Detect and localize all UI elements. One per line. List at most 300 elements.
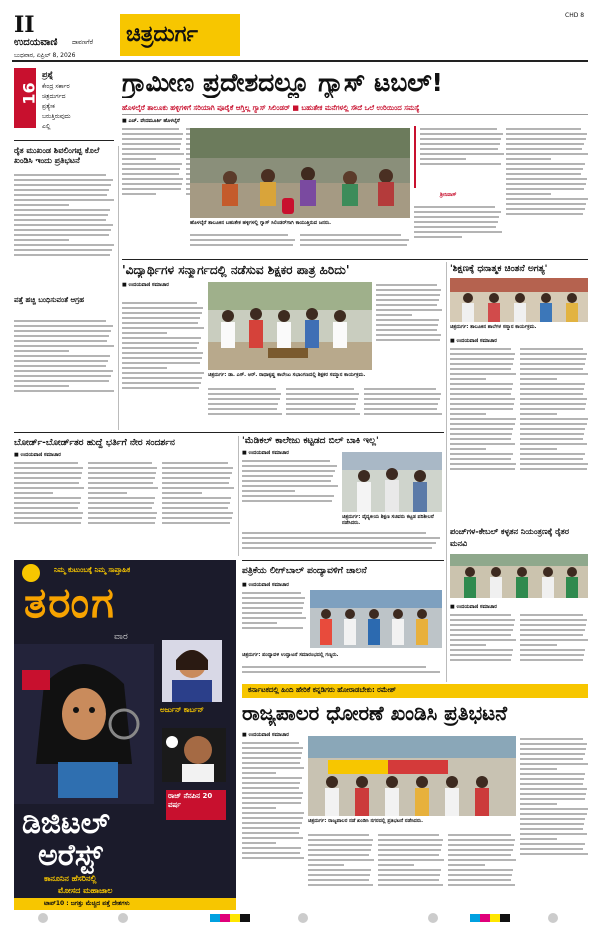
page-code: CHD 8	[565, 12, 585, 19]
text-line	[376, 309, 442, 311]
text-line	[122, 128, 179, 130]
quality-photo	[450, 278, 588, 322]
text-line	[14, 497, 81, 499]
text-line	[242, 490, 295, 492]
text-line	[448, 849, 513, 851]
text-line	[242, 495, 334, 497]
text-line	[520, 619, 587, 621]
text-line	[162, 502, 230, 504]
teachers-photo	[208, 282, 372, 370]
text-line	[122, 382, 201, 384]
text-line	[520, 443, 587, 445]
text-line	[414, 236, 462, 238]
text-line	[14, 254, 110, 256]
text-line	[448, 884, 515, 886]
lead-text-col-5	[414, 204, 502, 256]
text-line	[520, 753, 585, 755]
text-line	[448, 844, 514, 846]
text-line	[520, 763, 588, 765]
text-line	[364, 388, 436, 390]
text-line	[506, 183, 586, 185]
governor-kicker: ಕರ್ನಾಟಕದಲ್ಲಿ ಹಿಂದಿ ಹೇರಿಕೆ ಕನ್ನಡಿಗರು ಹೋರಾಡಬೇಕು: ರಮೇಶ್	[248, 686, 396, 694]
section-rule-2	[14, 432, 444, 433]
text-line	[88, 512, 157, 514]
text-line	[14, 345, 114, 347]
text-line	[414, 206, 495, 208]
section-title-box	[120, 14, 240, 56]
text-line	[162, 492, 202, 494]
text-line	[420, 143, 500, 145]
ad-hero-sub1: ಕಾನೂನಿನ ಹೆಸರಿನಲ್ಲಿ	[44, 874, 97, 883]
governor-headline: ರಾಜ್ಯಪಾಲರ ಧೋರಣೆ ಖಂಡಿಸಿ ಪ್ರತಿಭಟನೆ	[242, 701, 508, 725]
lead-strap: ಹೊಳಲ್ಕೆರೆ ತಾಲೂಕು ಹಳ್ಳಿಗಳಿಗೆ ಸರಿಯಾಗಿ ಪೂರೈಕೆ ಆಗ್ತಿಲ್ಲ ಗ್ಯಾಸ್ ಸಿಲಿಂಡರ್ ■ ಬಹುತೇಕ ಮನೆಗಳಲ್ಲಿ ಸೌದೆ ಒಲೆ ಉರಿಯಿಂದ ಸಮಸ್ಯೆ	[122, 104, 420, 112]
quality-text-col-2	[520, 346, 588, 524]
text-line	[14, 502, 80, 504]
text-line	[520, 838, 557, 840]
text-line	[122, 193, 156, 195]
text-line	[242, 812, 304, 814]
text-line	[520, 843, 585, 845]
text-line	[14, 194, 107, 196]
text-line	[242, 777, 302, 779]
text-line	[88, 507, 152, 509]
text-line	[450, 403, 514, 405]
text-line	[242, 802, 301, 804]
text-line	[450, 398, 515, 400]
text-line	[14, 512, 83, 514]
text-line	[122, 387, 199, 389]
text-line	[286, 403, 356, 405]
text-line	[14, 482, 79, 484]
text-line	[122, 153, 184, 155]
text-line	[242, 742, 299, 744]
text-line	[190, 244, 293, 246]
text-line	[242, 542, 436, 544]
ad-hacker-illustration	[14, 644, 154, 804]
text-line	[506, 198, 588, 200]
text-line	[14, 244, 114, 246]
text-line	[14, 360, 108, 362]
taranga-ad[interactable]	[14, 560, 236, 910]
text-line	[506, 153, 588, 155]
cmyk-strip	[210, 914, 250, 922]
text-line	[162, 517, 232, 519]
panchayat-byline: ■ ಉದಯವಾಣಿ ಸಮಾಚಾರ	[450, 604, 497, 610]
text-line	[122, 362, 200, 364]
text-line	[506, 193, 551, 195]
panchayat-text-col-2	[520, 612, 588, 682]
text-line	[520, 413, 557, 415]
medical-headline: 'ಮೆಡಿಕಲ್ ಕಾಲೇಜು ಕಟ್ಟಡದ ಬಿಲ್ ಬಾಕಿ ಇಲ್ಲ'	[242, 436, 379, 446]
text-line	[506, 178, 587, 180]
text-line	[14, 249, 112, 251]
text-line	[14, 239, 69, 241]
text-line	[376, 339, 440, 341]
text-line	[520, 659, 583, 661]
lead-quote-text	[420, 126, 504, 182]
text-line	[450, 408, 513, 410]
masthead-logo: ಉದಯವಾಣಿ	[14, 37, 58, 48]
text-line	[242, 500, 332, 502]
text-line	[122, 143, 181, 145]
text-line	[520, 848, 583, 850]
ad-hero-sub2: ಮೋಸದ ಮಹಾಜಾಲ	[58, 886, 113, 895]
text-line	[242, 671, 440, 673]
text-line	[122, 183, 182, 185]
text-line	[448, 879, 511, 881]
volleyball-photo-caption: ಚಿತ್ರದುರ್ಗ: ಪಂದ್ಯಾವಳಿ ಉದ್ಘಾಟನೆ ಸಮಾರಂಭದಲ್ಲಿ ಗಣ್ಯರು.	[242, 652, 339, 658]
text-line	[308, 859, 374, 861]
governor-text-col-5	[520, 736, 588, 910]
text-line	[300, 239, 409, 241]
text-line	[14, 204, 69, 206]
text-line	[88, 487, 158, 489]
text-line	[450, 353, 515, 355]
page-mark: II	[14, 12, 35, 38]
text-line	[308, 839, 373, 841]
promo-item: ಎಲ್ಲಿ	[42, 123, 51, 130]
text-line	[308, 849, 371, 851]
promo-number: 16	[19, 82, 39, 105]
text-line	[414, 216, 499, 218]
text-line	[14, 184, 111, 186]
teachers-byline: ■ ಉದಯವಾಣಿ ಸಮಾಚಾರ	[122, 282, 169, 288]
lead-text-col-1	[122, 126, 184, 226]
medical-text-col-1	[242, 458, 338, 522]
text-line	[520, 853, 588, 855]
text-line	[242, 807, 276, 809]
text-line	[242, 465, 337, 467]
text-line	[520, 358, 586, 360]
text-line	[242, 787, 299, 789]
text-line	[308, 879, 369, 881]
text-line	[520, 408, 585, 410]
text-line	[520, 743, 587, 745]
promo-item: ಬರುತ್ತಿರುವುದು	[42, 113, 71, 120]
ad-person1: ಅರ್ಜುನ್ ಕಾರ್ಬನ್	[160, 706, 204, 714]
text-line	[162, 477, 230, 479]
issue-date: ಬುಧವಾರ, ಏಪ್ರಿಲ್ 8, 2026	[14, 52, 76, 59]
text-line	[520, 773, 585, 775]
text-line	[88, 472, 156, 474]
text-line	[450, 413, 486, 415]
text-line	[450, 448, 486, 450]
text-line	[242, 762, 300, 764]
governor-photo-caption: ಚಿತ್ರದುರ್ಗ: ರಾಜ್ಯಪಾಲರ ನಡೆ ಖಂಡಿಸಿ ನಗರದಲ್ಲಿ ಪ್ರತಿಭಟನೆ ನಡೆಸಿದರು.	[308, 818, 423, 824]
governor-kicker-box	[242, 684, 588, 698]
ad-hero-line1: ಡಿಜಿಟಲ್	[22, 806, 110, 841]
text-line	[208, 398, 280, 400]
text-line	[242, 827, 300, 829]
text-line	[242, 617, 306, 619]
text-line	[242, 767, 304, 769]
text-line	[450, 423, 515, 425]
text-line	[308, 854, 369, 856]
text-line	[308, 869, 371, 871]
text-line	[450, 393, 511, 395]
text-line	[450, 438, 511, 440]
text-line	[308, 884, 373, 886]
text-line	[122, 367, 167, 369]
quality-text-col-1	[450, 346, 516, 524]
text-line	[242, 822, 302, 824]
pulses-byline: ■ ಉದಯವಾಣಿ ಸಮಾಚಾರ	[14, 452, 61, 458]
text-line	[520, 833, 587, 835]
text-line	[286, 393, 359, 395]
text-line	[242, 782, 300, 784]
text-line	[378, 859, 444, 861]
text-line	[448, 839, 515, 841]
text-line	[122, 158, 156, 160]
panchayat-headline: ಪಂಚ್‌ಗಳ-ಕೇಬಲ್ ಕಳ್ಳತನ ನಿಯಂತ್ರಣಕ್ಕೆ ರೈತರ ಮನವಿ	[450, 527, 569, 548]
text-line	[122, 163, 182, 165]
text-line	[286, 413, 360, 415]
volleyball-text-col-2	[242, 664, 442, 682]
text-line	[506, 143, 584, 145]
text-line	[520, 423, 587, 425]
text-line	[14, 174, 106, 176]
text-line	[520, 438, 583, 440]
text-line	[14, 487, 84, 489]
text-line	[14, 234, 109, 236]
text-line	[242, 627, 303, 629]
text-line	[376, 299, 439, 301]
text-line	[506, 213, 583, 215]
text-line	[378, 834, 439, 836]
text-line	[520, 788, 587, 790]
registration-mark	[118, 913, 128, 923]
text-line	[376, 304, 437, 306]
panchayat-text-col-1	[450, 612, 516, 682]
text-line	[520, 629, 585, 631]
text-line	[450, 624, 514, 626]
text-line	[520, 758, 583, 760]
text-line	[364, 398, 440, 400]
text-line	[242, 757, 301, 759]
text-line	[88, 482, 153, 484]
text-line	[242, 602, 304, 604]
text-line	[450, 368, 511, 370]
text-line	[162, 487, 234, 489]
text-line	[208, 393, 281, 395]
text-line	[88, 502, 154, 504]
registration-mark	[428, 913, 438, 923]
text-line	[242, 747, 303, 749]
ad-astronaut-portrait	[162, 640, 222, 702]
quality-headline: 'ಶಿಕ್ಷಣಕ್ಕೆ ಧನಾತ್ಮಕ ಚಿಂತನೆ ಅಗತ್ಯ'	[450, 264, 548, 274]
left-story-subhead: ಪತ್ತೆ ಹಚ್ಚಿ ಬಂಧಿಸುವಂತೆ ಆಗ್ರಹ	[14, 296, 85, 304]
text-line	[520, 463, 588, 465]
left-story-text-1	[14, 172, 114, 292]
text-line	[14, 522, 81, 524]
text-line	[242, 792, 303, 794]
text-line	[506, 203, 586, 205]
text-line	[450, 614, 511, 616]
text-line	[520, 453, 585, 455]
text-line	[450, 348, 511, 350]
text-line	[378, 839, 443, 841]
text-line	[308, 874, 370, 876]
text-line	[242, 622, 277, 624]
text-line	[506, 128, 581, 130]
text-line	[14, 467, 83, 469]
text-line	[122, 332, 167, 334]
text-line	[448, 854, 511, 856]
text-line	[506, 148, 582, 150]
lead-text-col-3	[190, 232, 296, 256]
text-line	[242, 485, 338, 487]
text-line	[14, 214, 108, 216]
text-line	[286, 408, 355, 410]
text-line	[242, 752, 302, 754]
pulses-text-col-1	[14, 460, 84, 554]
text-line	[414, 211, 501, 213]
governor-photo	[308, 736, 516, 816]
cmyk-strip	[470, 914, 510, 922]
text-line	[364, 403, 438, 405]
text-line	[242, 797, 302, 799]
text-line	[520, 448, 557, 450]
text-line	[520, 644, 557, 646]
text-line	[420, 163, 501, 165]
text-line	[162, 497, 231, 499]
text-line	[308, 844, 372, 846]
text-line	[420, 153, 504, 155]
text-line	[14, 350, 69, 352]
governor-text-col-3	[378, 832, 444, 910]
text-line	[520, 748, 586, 750]
text-line	[520, 624, 586, 626]
text-line	[88, 522, 155, 524]
text-line	[420, 158, 466, 160]
text-line	[448, 859, 516, 861]
ad-person2: ರಾಜ್ ನೆನಪಿನ 20 ವರ್ಷ	[166, 790, 226, 820]
text-line	[520, 798, 585, 800]
text-line	[242, 857, 304, 859]
text-line	[448, 874, 512, 876]
text-line	[448, 834, 511, 836]
text-line	[300, 244, 407, 246]
text-line	[414, 221, 498, 223]
text-line	[520, 614, 583, 616]
text-line	[14, 492, 53, 494]
text-line	[450, 378, 486, 380]
text-line	[14, 385, 69, 387]
text-line	[520, 403, 586, 405]
promo-item: ಕೇಂದ್ರ ಸರ್ಕಾರ	[42, 83, 70, 90]
ad-brand-sub: ವಾರ	[114, 632, 128, 642]
text-line	[506, 133, 587, 135]
text-line	[286, 398, 358, 400]
text-line	[520, 418, 588, 420]
registration-mark	[38, 913, 48, 923]
text-line	[520, 778, 584, 780]
text-line	[242, 592, 301, 594]
text-line	[450, 619, 515, 621]
text-line	[88, 462, 152, 464]
ad-tagline: ನಿಮ್ಮ ಕುಟುಂಬಕ್ಕೆ ನಿಮ್ಮ ಸಾಪ್ತಾಹಿಕ	[54, 566, 131, 574]
text-line	[190, 239, 295, 241]
text-line	[520, 818, 585, 820]
text-line	[242, 470, 335, 472]
medical-byline: ■ ಉದಯವಾಣಿ ಸಮಾಚಾರ	[242, 450, 289, 456]
text-line	[378, 874, 440, 876]
text-line	[520, 378, 557, 380]
text-line	[420, 138, 501, 140]
text-line	[520, 768, 557, 770]
quality-photo-caption: ಚಿತ್ರದುರ್ಗ: ತಾಲೂಕಿನ ಶಾಲೆಗಳ ಸನ್ಮಾನ ಕಾರ್ಯಕ್ರಮ.	[450, 324, 537, 330]
text-line	[450, 418, 516, 420]
text-line	[520, 823, 584, 825]
text-line	[378, 849, 441, 851]
left-story-text-3	[122, 300, 204, 428]
pulses-headline: ಬೋರ್ಡ್-ಬೋರ್ಡ್‌ತರ ಹುದ್ದೆ ಭರ್ತಿಗೆ ನೇರ ಸಂದರ್ಶನ	[14, 438, 175, 448]
teachers-text-col-3	[286, 386, 360, 430]
col-divider-left	[118, 146, 119, 430]
text-line	[308, 864, 344, 866]
text-line	[506, 173, 581, 175]
text-line	[308, 834, 369, 836]
text-line	[122, 372, 204, 374]
text-line	[14, 355, 110, 357]
teachers-headline: 'ವಿದ್ಯಾರ್ಥಿಗಳ ಸನ್ಮಾರ್ಗದಲ್ಲಿ ನಡೆಸುವ ಶಿಕ್ಷಕರ ಪಾತ್ರ ಹಿರಿದು'	[122, 263, 350, 277]
promo-tag: ಪ್ರಶ್ನೆ	[42, 70, 54, 79]
text-line	[506, 188, 584, 190]
ad-hero-line2: ಅರೆಸ್ಟ್	[38, 838, 103, 873]
volleyball-headline: ಪತ್ರಿಕೆಯ ಲೀಗ್‌ಬಾಲ್ ಪಂದ್ಯಾವಳಿಗೆ ಚಾಲನೆ	[242, 566, 367, 576]
text-line	[506, 158, 551, 160]
promo-list	[42, 82, 112, 132]
text-line	[378, 879, 439, 881]
text-line	[364, 413, 442, 415]
promo-item: ಪ್ರತ್ಯೇಕ	[42, 103, 55, 110]
teachers-text-col-1	[376, 282, 442, 370]
text-line	[122, 377, 202, 379]
text-line	[242, 612, 302, 614]
text-line	[448, 864, 485, 866]
text-line	[520, 383, 585, 385]
text-line	[520, 468, 587, 470]
text-line	[208, 388, 276, 390]
governor-text-col-4	[448, 832, 516, 910]
text-line	[520, 793, 586, 795]
governor-text-col-2	[308, 832, 374, 910]
text-line	[162, 512, 233, 514]
text-line	[420, 128, 497, 130]
text-line	[376, 284, 437, 286]
edition-label: ದಾವಣಗೆರೆ	[72, 39, 94, 46]
text-line	[378, 869, 441, 871]
text-line	[376, 334, 441, 336]
text-line	[242, 607, 303, 609]
text-line	[122, 347, 197, 349]
text-line	[14, 390, 114, 392]
volleyball-text-col-1	[242, 590, 306, 650]
pulses-text-col-3	[162, 460, 234, 554]
registration-mark	[298, 913, 308, 923]
quality-byline: ■ ಉದಯವಾಣಿ ಸಮಾಚಾರ	[450, 338, 497, 344]
text-line	[520, 639, 588, 641]
volleyball-byline: ■ ಉದಯವಾಣಿ ಸಮಾಚಾರ	[242, 582, 289, 588]
text-line	[242, 475, 333, 477]
text-line	[450, 458, 511, 460]
text-line	[88, 497, 155, 499]
text-line	[376, 329, 437, 331]
section-rule-3	[242, 560, 444, 561]
text-line	[88, 467, 157, 469]
text-line	[520, 373, 588, 375]
text-line	[450, 659, 511, 661]
